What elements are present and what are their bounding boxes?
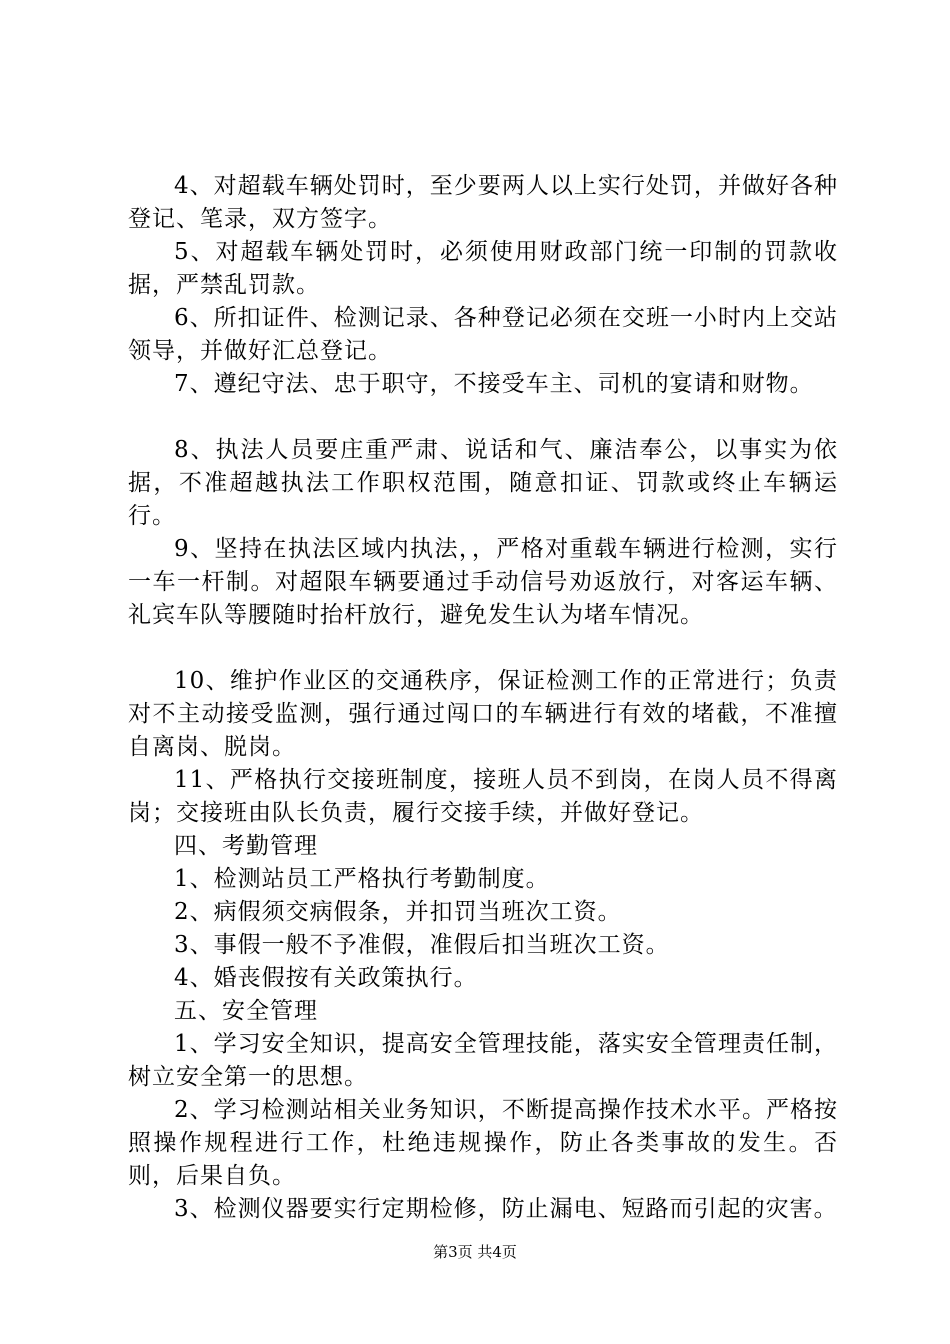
paragraph-rule-7: 7、遵纪守法、忠于职守，不接受车主、司机的宴请和财物。: [174, 371, 814, 397]
paragraph-attendance-3: 3、事假一般不予准假，准假后扣当班次工资。: [174, 932, 670, 958]
paragraph-rule-9: 9、坚持在执法区域内执法，，严格对重载车辆进行检测，实行一车一杆制。对超限车辆要通过手动信号劝返放行，对客运车辆、礼宾车队等腰随时抬杆放行，避免发生认为堵车情况。: [128, 536, 838, 628]
paragraph-attendance-4: 4、婚丧假按有关政策执行。: [174, 965, 478, 991]
paragraph-safety-1: 1、学习安全知识，提高安全管理技能，落实安全管理责任制，树立安全第一的思想。: [128, 1031, 838, 1090]
paragraph-rule-4: 4、对超载车辆处罚时，至少要两人以上实行处罚，并做好各种登记、笔录，双方签字。: [128, 173, 838, 232]
paragraph-attendance-1: 1、检测站员工严格执行考勤制度。: [174, 866, 550, 892]
section-heading-attendance: 四、考勤管理: [174, 833, 318, 859]
section-heading-safety: 五、安全管理: [174, 998, 318, 1024]
paragraph-rule-11: 11、严格执行交接班制度，接班人员不到岗，在岗人员不得离岗；交接班由队长负责，履行交接手续，并做好登记。: [128, 767, 838, 826]
paragraph-safety-3: 3、检测仪器要实行定期检修，防止漏电、短路而引起的灾害。: [174, 1196, 838, 1222]
paragraph-rule-6: 6、所扣证件、检测记录、各种登记必须在交班一小时内上交站领导，并做好汇总登记。: [128, 305, 838, 364]
document-body: [128, 170, 838, 1226]
paragraph-rule-10: 10、维护作业区的交通秩序，保证检测工作的正常进行；负责对不主动接受监测，强行通过闯口的车辆进行有效的堵截，不准擅自离岗、脱岗。: [128, 668, 838, 760]
paragraph-safety-2: 2、学习检测站相关业务知识，不断提高操作技术水平。严格按照操作规程进行工作，杜绝违规操作，防止各类事故的发生。否则，后果自负。: [128, 1097, 838, 1189]
paragraph-rule-8: 8、执法人员要庄重严肃、说话和气、廉洁奉公，以事实为依据，不准超越执法工作职权范围，随意扣证、罚款或终止车辆运行。: [128, 437, 838, 529]
page-footer: 第3页 共4页: [433, 1243, 517, 1261]
paragraph-attendance-2: 2、病假须交病假条，并扣罚当班次工资。: [174, 899, 622, 925]
paragraph-rule-5: 5、对超载车辆处罚时，必须使用财政部门统一印制的罚款收据，严禁乱罚款。: [128, 239, 838, 298]
